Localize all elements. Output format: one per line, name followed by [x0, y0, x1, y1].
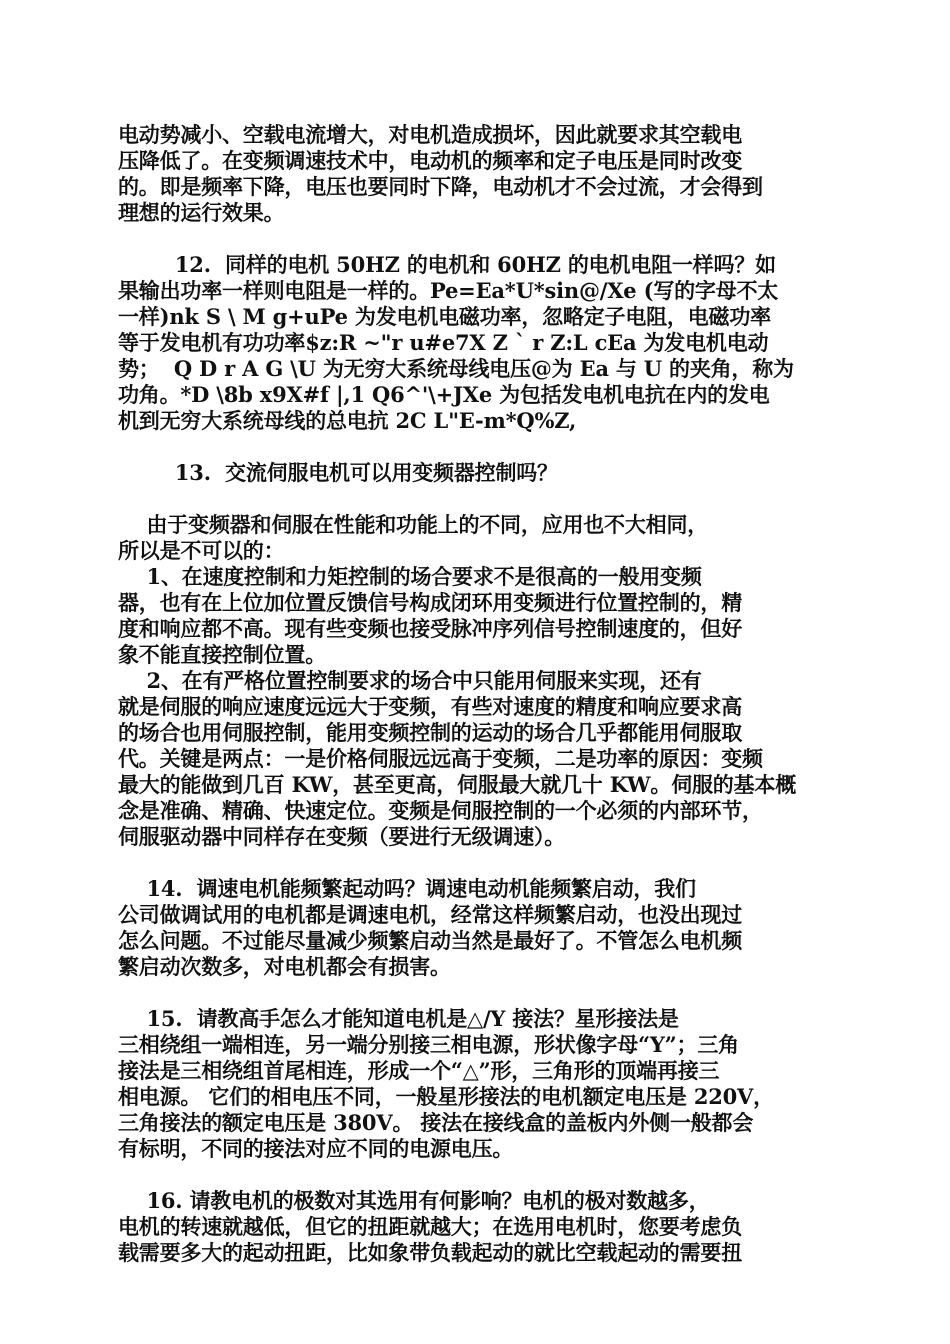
text-line: 等于发电机有功功率$z:R ~"r u#e7X Z ` r Z:L cEa 为发电机电动: [118, 330, 769, 355]
text-line: 象不能直接控制位置。: [118, 642, 326, 667]
text-line: 载需要多大的起动扭距，比如象带负载起动的就比空载起动的需要扭: [118, 1240, 742, 1265]
text-line: 相电源。 它们的相电压不同，一般星形接法的电机额定电压是 220V，: [118, 1084, 774, 1109]
text-line: 的。即是频率下降，电压也要同时下降，电动机才不会过流，才会得到: [118, 174, 763, 199]
paragraph-intro: [118, 122, 823, 226]
text-line: 由于变频器和伺服在性能和功能上的不同，应用也不大相同，: [118, 512, 709, 537]
text-line: 怎么问题。不过能尽量减少频繁启动当然是最好了。不管怎么电机频: [118, 928, 742, 953]
text-line: 度和响应都不高。现有些变频也接受脉冲序列信号控制速度的，但好: [118, 616, 742, 641]
text-line: 16. 请教电机的极数对其选用有何影响？电机的极对数越多，: [118, 1188, 710, 1213]
text-line: 所以是不可以的：: [118, 538, 285, 563]
text-line: 果输出功率一样则电阻是一样的。Pe=Ea*U*sin@/Xe (写的字母不太: [118, 278, 779, 303]
text-line: 的场合也用伺服控制，能用变频控制的运动的场合几乎都能用伺服取: [118, 720, 742, 745]
text-line: 12. 同样的电机 50HZ 的电机和 60HZ 的电机电阻一样吗？如: [118, 252, 776, 277]
text-line: 接法是三相绕组首尾相连，形成一个“△”形，三角形的顶端再接三: [118, 1058, 720, 1083]
text-line: 三相绕组一端相连，另一端分别接三相电源，形状像字母“Y”；三角: [118, 1032, 739, 1057]
text-line: 压降低了。在变频调速技术中，电动机的频率和定子电压是同时改变: [118, 148, 742, 173]
text-line: 就是伺服的响应速度远远大于变频，有些对速度的精度和响应要求高: [118, 694, 742, 719]
paragraph-q16: [118, 1188, 823, 1266]
text-line: 15. 请教高手怎么才能知道电机是△/Y 接法？星形接法是: [118, 1006, 679, 1031]
paragraph-q14: [118, 876, 823, 980]
text-line: 器，也有在上位加位置反馈信号构成闭环用变频进行位置控制的，精: [118, 590, 742, 615]
text-line: 念是准确、精确、快速定位。变频是伺服控制的一个必须的内部环节，: [118, 798, 763, 823]
text-line: 机到无穷大系统母线的总电抗 2C L"E-m*Q%Z,: [118, 408, 577, 433]
paragraph-q15: [118, 1006, 823, 1162]
text-line: 公司做调试用的电机都是调速电机，经常这样频繁启动，也没出现过: [118, 902, 742, 927]
text-line: 14. 调速电机能频繁起动吗？调速电动机能频繁启动，我们: [118, 876, 696, 901]
paragraph-q12: [118, 252, 823, 434]
text-line: 一样)nk S \ M g+uPe 为发电机电磁功率，忽略定子电阻，电磁功率: [118, 304, 771, 329]
text-line: 最大的能做到几百 KW，甚至更高，伺服最大就几十 KW。伺服的基本概: [118, 772, 796, 797]
text-line: 电动势减小、空载电流增大，对电机造成损坏，因此就要求其空载电: [118, 122, 742, 147]
text-line: 有标明，不同的接法对应不同的电源电压。: [118, 1136, 514, 1161]
text-line: 1、在速度控制和力矩控制的场合要求不是很高的一般用变频: [118, 564, 702, 589]
text-line: 功角。*D \8b x9X#f |,1 Q6^'\+JXe 为包括发电机电抗在内的发电: [118, 382, 770, 407]
text-line: 2、在有严格位置控制要求的场合中只能用伺服来实现，还有: [118, 668, 702, 693]
text-line: 繁启动次数多，对电机都会有损害。: [118, 954, 451, 979]
text-line: 势； Q D r A G \U 为无穷大系统母线电压@为 Ea 与 U 的夹角，称为: [118, 356, 794, 381]
paragraph-q13: [118, 460, 823, 486]
document-page: [118, 122, 823, 1266]
text-line: 13. 交流伺服电机可以用变频器控制吗？: [118, 460, 558, 485]
paragraph-q13-answer: [118, 512, 823, 850]
text-line: 理想的运行效果。: [118, 200, 285, 225]
text-line: 伺服驱动器中同样存在变频（要进行无级调速）。: [118, 824, 566, 849]
text-line: 电机的转速就越低，但它的扭距就越大；在选用电机时，您要考虑负: [118, 1214, 742, 1239]
text-line: 代。关键是两点：一是价格伺服远远高于变频，二是功率的原因：变频: [118, 746, 763, 771]
text-line: 三角接法的额定电压是 380V。 接法在接线盒的盖板内外侧一般都会: [118, 1110, 754, 1135]
